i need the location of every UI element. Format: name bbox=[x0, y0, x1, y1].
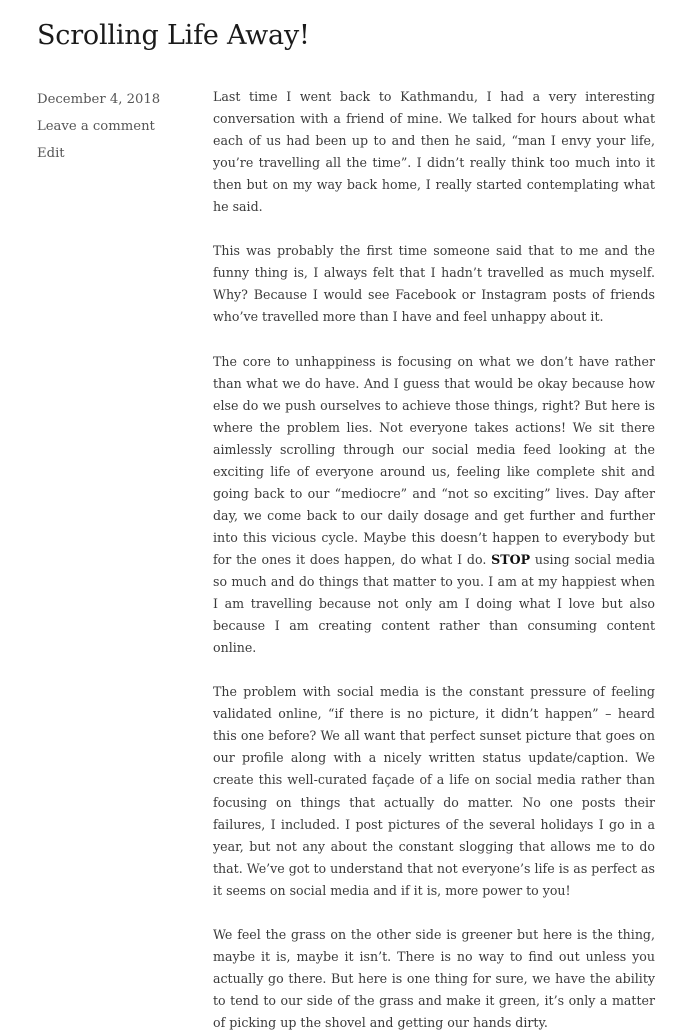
edit-link-wrapper[interactable] bbox=[37, 140, 197, 167]
paragraph-3 bbox=[213, 351, 655, 660]
stop-emphasis: STOP bbox=[491, 551, 531, 567]
edit-post-link[interactable]: Edit bbox=[37, 146, 65, 161]
paragraph-5: We feel the grass on the other side is greener but here is the thing, maybe it is, maybe it isn’t. There is no way to find out unless you actually go there. But here is one thing for sure, we have the ability to tend to our side of the grass and make it green, it’s only a matter of picking up the shovel and getting our hands dirty. bbox=[213, 926, 655, 1030]
post-meta bbox=[37, 86, 197, 167]
paragraph-1: Last time I went back to Kathmandu, I had a very interesting conversation with a friend of mine. We talked for hours about what each of us had been up to and then he said, “man I envy your life, you’re travelling all the time”. I didn’t really think too much into it then but on my way back home, I really started contemplating what he said. bbox=[213, 89, 655, 215]
leave-comment-link[interactable]: Leave a comment bbox=[37, 119, 155, 134]
post-title: Scrolling Life Away! bbox=[37, 20, 310, 51]
paragraph-4: The problem with social media is the constant pressure of feeling validated online, “if there is no picture, it didn’t happen” – heard this one before? We all want that perfect sunset picture that goes on our profile along with a nicely written status update/caption. We create this well-curated façade of a life on social media rather than focusing on things that actually do matter. No one posts their failures, I included. I post pictures of the several holidays I go in a year, but not any about the constant slogging that allows me to do that. We’ve got to understand that not everyone’s life is as perfect as it seems on social media and if it is, more power to you! bbox=[213, 684, 655, 898]
paragraph-3-text-before: The core to unhappiness is focusing on what we don’t have rather than what we do have. And I guess that would be okay because how else do we push ourselves to achieve those things, right? But here is where the problem lies. Not everyone takes actions! We sit there aimlessly scrolling through our social media feed looking at the exciting life of everyone around us, feeling like complete shit and going back to our “mediocre” and “not so exciting” lives. Day after day, we come back to our daily dosage and get further and further into this vicious cycle. Maybe this doesn’t happen to everybody but for the ones it does happen, do what I do. bbox=[213, 353, 655, 567]
paragraph-3-text-after: using social media so much and do things that matter to you. I am at my happiest when I am travelling because not only am I doing what I love but also because I am creating content rather than consuming content online. bbox=[213, 551, 655, 656]
comments-link-wrapper[interactable] bbox=[37, 113, 197, 140]
paragraph-2: This was probably the first time someone said that to me and the funny thing is, I always felt that I hadn’t travelled as much myself. Why? Because I would see Facebook or Instagram posts of friends who’ve travelled more than I have and feel unhappy about it. bbox=[213, 243, 655, 325]
post-date-link[interactable]: December 4, 2018 bbox=[37, 92, 161, 107]
post-content bbox=[213, 86, 655, 1034]
post-date[interactable] bbox=[37, 86, 197, 113]
